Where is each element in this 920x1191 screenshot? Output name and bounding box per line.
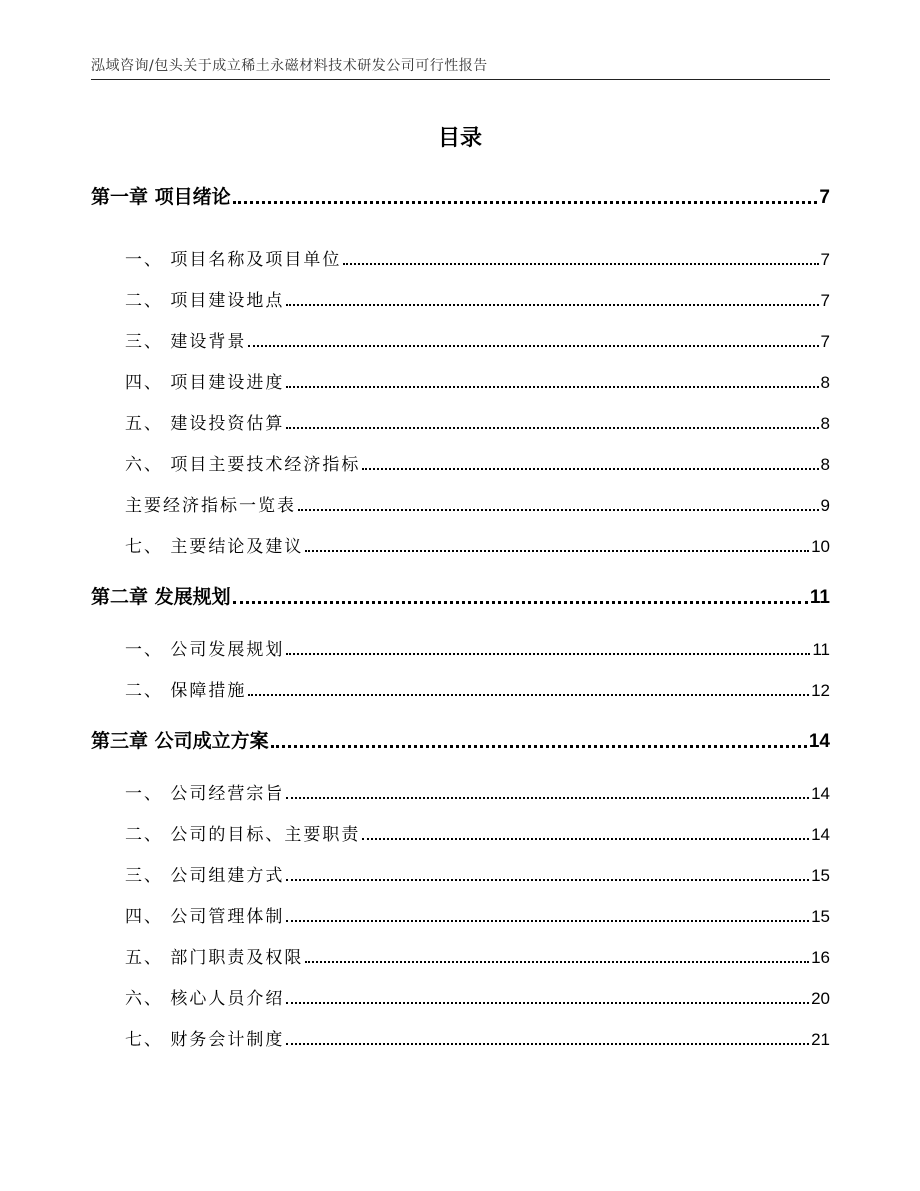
toc-chapter-entry[interactable]: [91, 727, 830, 753]
toc-entry-page: 15: [811, 907, 830, 926]
toc-section-entry[interactable]: [125, 675, 830, 701]
toc-section-entry[interactable]: [125, 901, 830, 927]
toc-entry-page: 8: [820, 373, 830, 392]
toc-entry-label: 一、 公司发展规划: [125, 640, 285, 660]
toc-section-entry[interactable]: [125, 983, 830, 1009]
toc-entry-page: 11: [812, 640, 830, 659]
toc-entry-label: 主要经济指标一览表: [125, 496, 296, 516]
dot-leader: [286, 386, 818, 388]
dot-leader: [362, 468, 818, 470]
toc-entry-page: 8: [820, 414, 830, 433]
dot-leader: [343, 263, 818, 265]
dot-leader: [286, 879, 809, 881]
toc-entry-page: 8: [820, 455, 830, 474]
toc-entry-page: 14: [808, 731, 830, 752]
toc-entry-label: 第二章 发展规划: [91, 586, 231, 608]
dot-leader: [298, 509, 819, 511]
toc-entry-label: 第一章 项目绪论: [91, 186, 231, 208]
dot-leader: [286, 797, 809, 799]
dot-leader: [286, 427, 818, 429]
toc-entry-label: 六、 项目主要技术经济指标: [125, 455, 361, 475]
toc-entry-label: 一、 项目名称及项目单位: [125, 250, 342, 270]
dot-leader: [305, 550, 809, 552]
dot-leader: [305, 961, 809, 963]
toc-entry-label: 三、 公司组建方式: [125, 866, 285, 886]
toc-entry-page: 9: [820, 496, 830, 515]
toc-section-entry[interactable]: [125, 285, 830, 311]
toc-entry-page: 10: [811, 537, 830, 556]
toc-section-entry[interactable]: [125, 367, 830, 393]
toc-entry-page: 20: [811, 989, 830, 1008]
toc-entry-label: 三、 建设背景: [125, 332, 247, 352]
toc-entry-label: 五、 部门职责及权限: [125, 948, 304, 968]
toc-entry-page: 16: [811, 948, 830, 967]
header-divider: [91, 79, 830, 80]
dot-leader: [233, 201, 818, 204]
running-header: 泓域咨询/包头关于成立稀土永磁材料技术研发公司可行性报告: [91, 58, 488, 74]
toc-entry-page: 21: [811, 1030, 830, 1049]
toc-section-entry[interactable]: [125, 942, 830, 968]
toc-entry-label: 二、 项目建设地点: [125, 291, 285, 311]
dot-leader: [286, 304, 818, 306]
toc-entry-label: 二、 保障措施: [125, 681, 247, 701]
toc-entry-page: 12: [811, 681, 830, 700]
toc-entry-label: 七、 财务会计制度: [125, 1030, 285, 1050]
dot-leader: [286, 653, 810, 655]
toc-chapter-entry[interactable]: [91, 183, 830, 209]
dot-leader: [248, 345, 818, 347]
toc-entry-label: 二、 公司的目标、主要职责: [125, 825, 361, 845]
dot-leader: [286, 1043, 809, 1045]
dot-leader: [286, 920, 809, 922]
toc-section-entry[interactable]: [125, 408, 830, 434]
toc-entry-page: 7: [820, 291, 830, 310]
toc-entry-page: 14: [811, 784, 830, 803]
dot-leader: [362, 838, 809, 840]
toc-entry-label: 五、 建设投资估算: [125, 414, 285, 434]
toc-entry-label: 第三章 公司成立方案: [91, 730, 269, 752]
toc-entry-label: 七、 主要结论及建议: [125, 537, 304, 557]
toc-section-entry[interactable]: [125, 778, 830, 804]
toc-section-entry[interactable]: [125, 449, 830, 475]
toc-section-entry[interactable]: [125, 1024, 830, 1050]
toc-chapter-entry[interactable]: [91, 583, 830, 609]
toc-entry-page: 7: [820, 332, 830, 351]
toc-entry-page: 7: [820, 250, 830, 269]
toc-entry-page: 11: [809, 587, 830, 608]
toc-section-entry[interactable]: [125, 326, 830, 352]
toc-section-entry[interactable]: [125, 490, 830, 516]
dot-leader: [286, 1002, 809, 1004]
toc-entry-label: 四、 公司管理体制: [125, 907, 285, 927]
toc-section-entry[interactable]: [125, 244, 830, 270]
dot-leader: [233, 601, 808, 604]
toc-entry-page: 14: [811, 825, 830, 844]
dot-leader: [271, 745, 807, 748]
toc-entry-page: 7: [819, 187, 830, 208]
toc-entry-page: 15: [811, 866, 830, 885]
toc-section-entry[interactable]: [125, 819, 830, 845]
dot-leader: [248, 694, 809, 696]
toc-title: 目录: [437, 126, 482, 151]
toc-entry-label: 四、 项目建设进度: [125, 373, 285, 393]
toc-section-entry[interactable]: [125, 531, 830, 557]
toc-section-entry[interactable]: [125, 634, 830, 660]
toc-section-entry[interactable]: [125, 860, 830, 886]
toc-entry-label: 六、 核心人员介绍: [125, 989, 285, 1009]
toc-entry-label: 一、 公司经营宗旨: [125, 784, 285, 804]
